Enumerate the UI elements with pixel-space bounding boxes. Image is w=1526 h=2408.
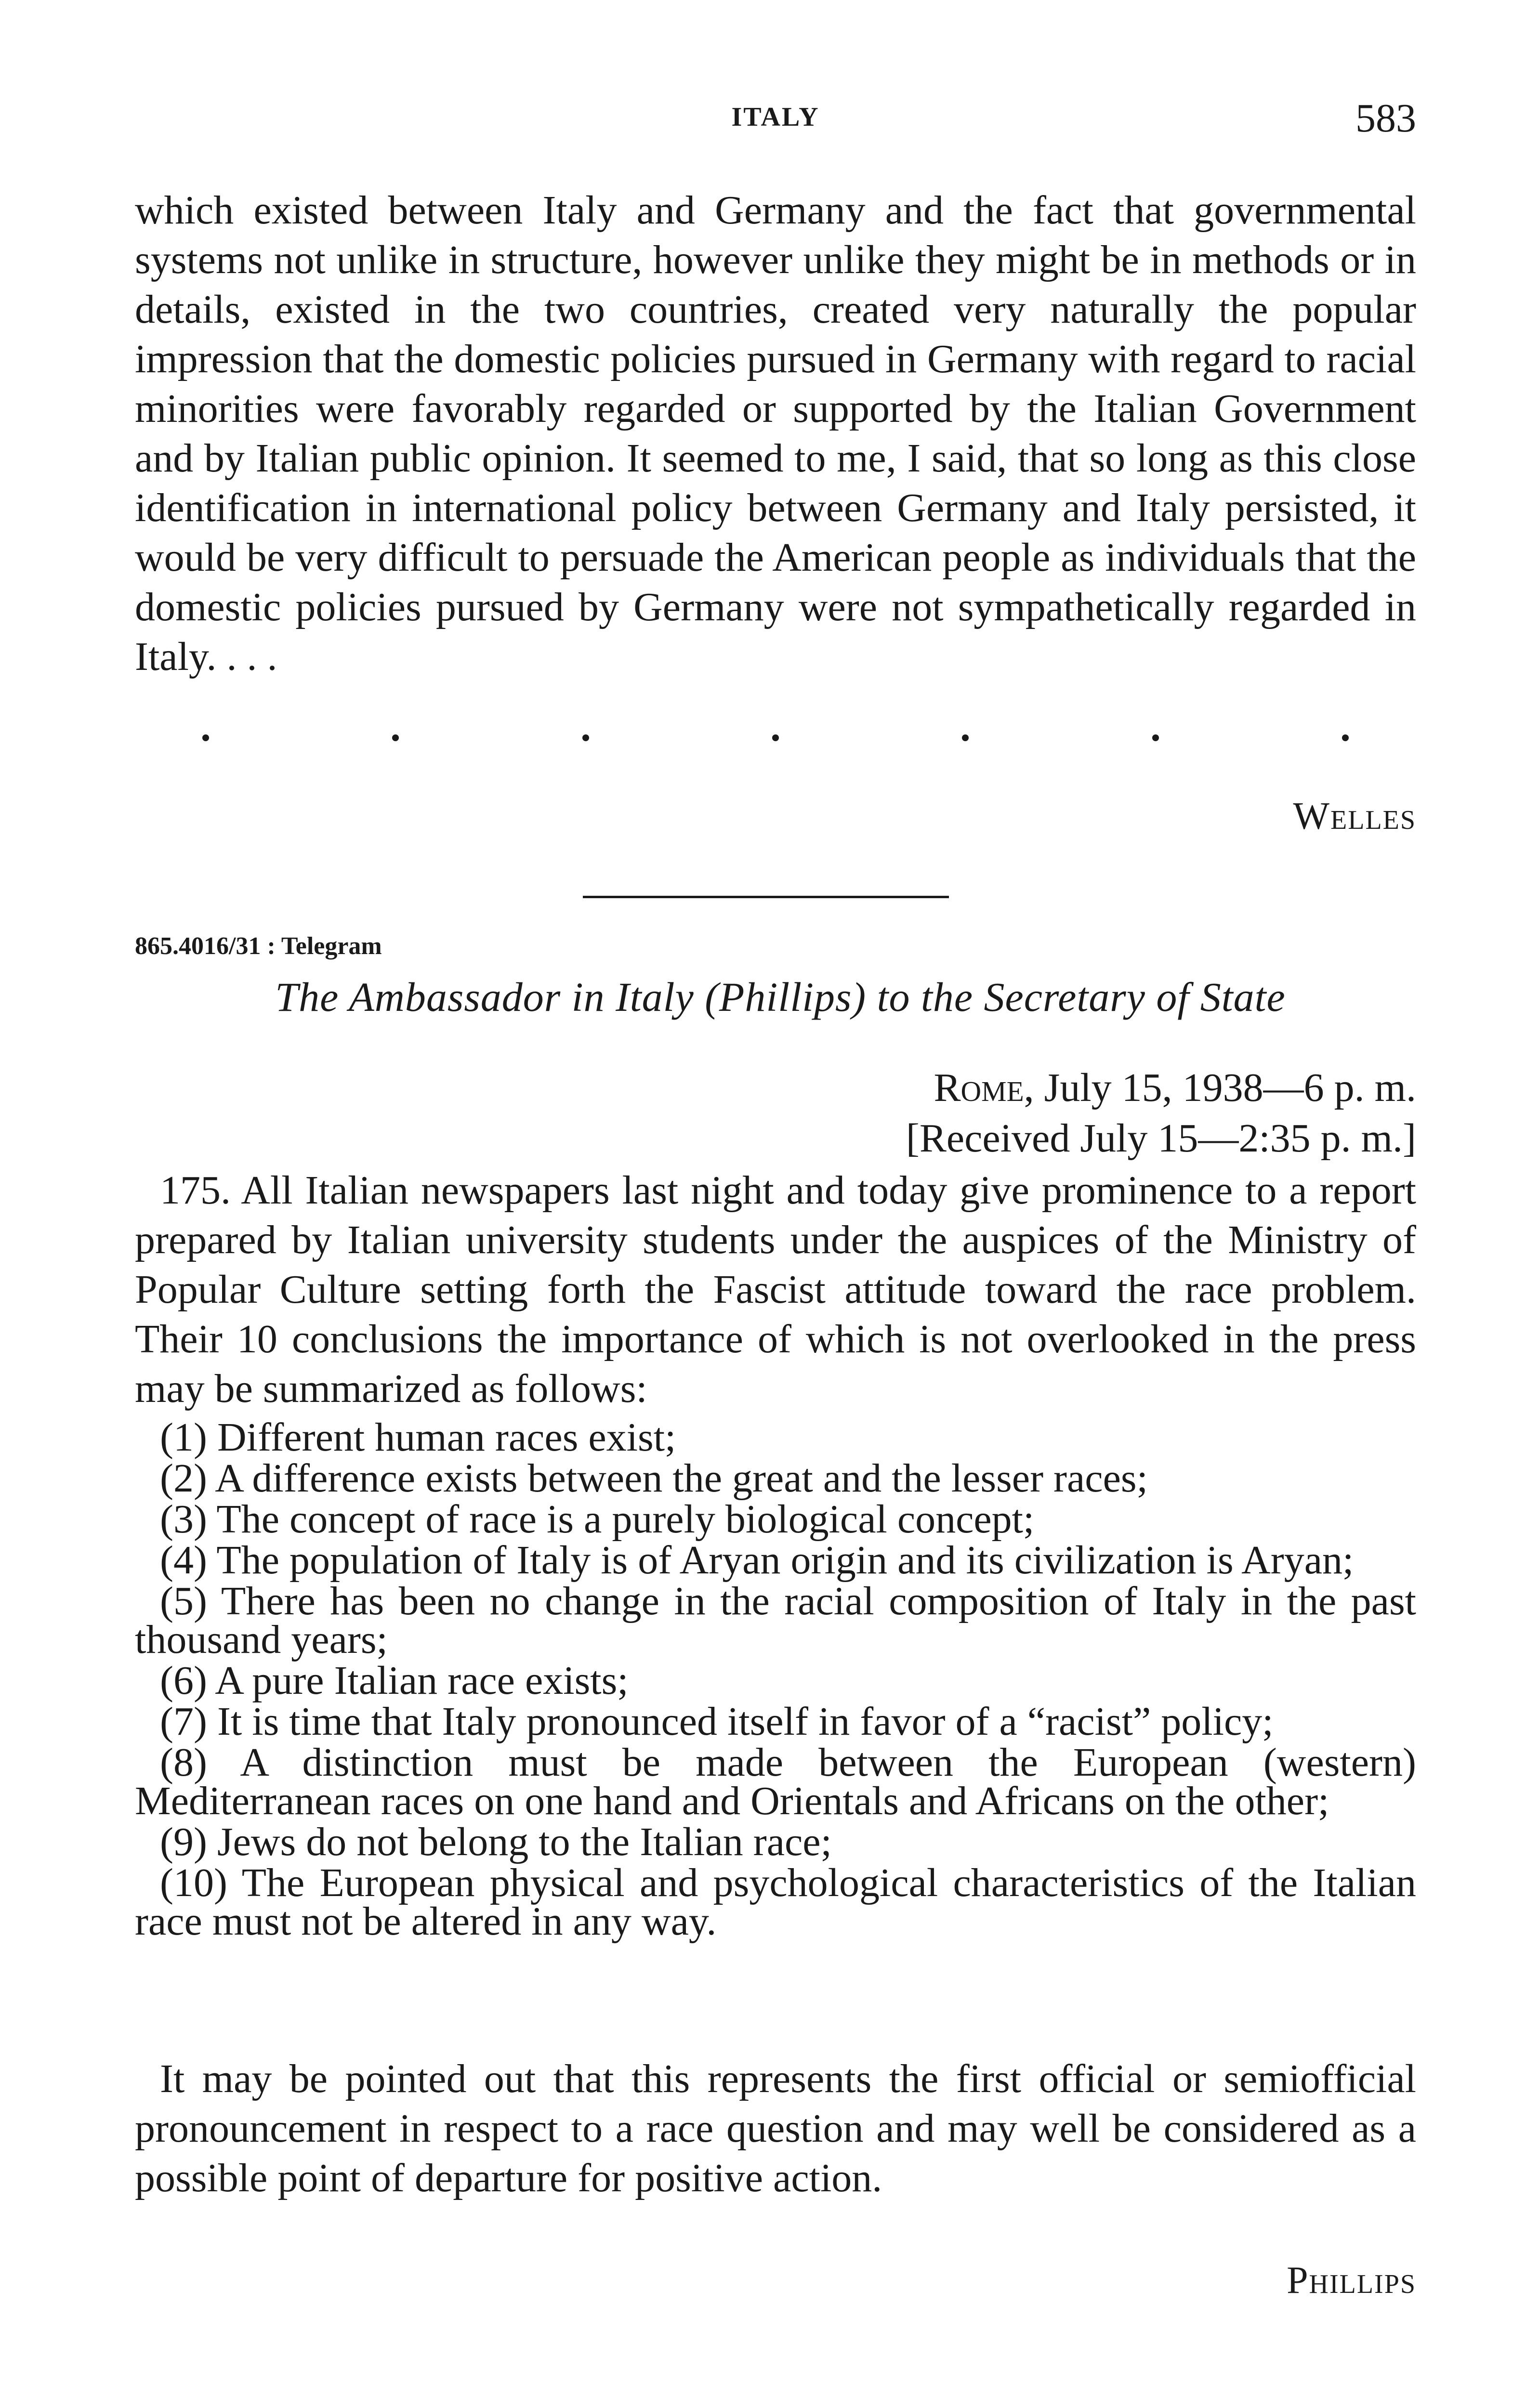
conclusion-item: (5) There has been no change in the racial composition of Italy in the past thousand years; bbox=[135, 1579, 1416, 1662]
conclusion-item: (4) The population of Italy is of Aryan origin and its civilization is Aryan; bbox=[160, 1538, 1354, 1583]
signature-welles: Welles bbox=[1293, 795, 1416, 838]
conclusion-item: (3) The concept of race is a purely biological concept; bbox=[160, 1497, 1035, 1542]
omission-dot bbox=[1152, 734, 1159, 741]
omission-dot bbox=[1342, 734, 1349, 741]
dateline-sent bbox=[934, 1064, 1416, 1111]
conclusion-item: (10) The European physical and psychological characteristics of the Italian race must not be altered in any way. bbox=[135, 1860, 1416, 1944]
document-heading: The Ambassador in Italy (Phillips) to the Secretary of State bbox=[275, 974, 1286, 1020]
omission-dot bbox=[582, 734, 589, 741]
omission-dot bbox=[772, 734, 779, 741]
running-header bbox=[135, 96, 1416, 142]
conclusion-item: (6) A pure Italian race exists; bbox=[160, 1658, 629, 1703]
conclusions-list bbox=[135, 1415, 1416, 1944]
file-reference: 865.4016/31 : Telegram bbox=[135, 932, 382, 960]
dateline-received: [Received July 15—2:35 p. m.] bbox=[906, 1116, 1416, 1161]
dateline-place: Rome bbox=[934, 1065, 1024, 1110]
conclusion-item: (7) It is time that Italy pronounced itself in favor of a “racist” policy; bbox=[160, 1699, 1274, 1744]
omission-dot bbox=[962, 734, 969, 741]
omission-dot bbox=[392, 734, 399, 741]
conclusion-item: (8) A distinction must be made between the European (western) Mediterranean races on one hand and Orientals and Africans on the other; bbox=[135, 1740, 1416, 1823]
omission-dot bbox=[202, 734, 209, 741]
running-title: ITALY bbox=[731, 102, 820, 132]
continued-paragraph: which existed between Italy and Germany and the fact that governmental systems not unlike in structure, however unlike they might be in methods or in details, existed in the two countries, created very naturally the popular impression that the domestic policies pursued in Germany with regard to racial minorities were favorably regarded or supported by the Italian Government and by Italian public opinion. It seemed to me, I said, that so long as this close identification in international policy between Germany and Italy persisted, it would be very difficult to persuade the American people as individuals that the domestic policies pursued by Germany were not sympathetically regarded in Italy. . . . bbox=[135, 188, 1416, 679]
closing-paragraph: It may be pointed out that this represents the first official or semiofficial pronouncement in respect to a race question and may well be considered as a possible point of departure for positive action. bbox=[135, 2056, 1416, 2200]
omission-dots bbox=[202, 734, 1349, 741]
conclusion-item: (9) Jews do not belong to the Italian race; bbox=[160, 1819, 832, 1864]
conclusion-item: (2) A difference exists between the great and the lesser races; bbox=[160, 1456, 1148, 1501]
section-divider bbox=[583, 896, 949, 898]
dateline-date: , July 15, 1938—6 p. m. bbox=[1024, 1065, 1416, 1110]
signature-phillips: Phillips bbox=[1287, 2259, 1416, 2302]
page-number: 583 bbox=[1355, 96, 1416, 141]
conclusion-item: (1) Different human races exist; bbox=[160, 1415, 676, 1460]
intro-paragraph: 175. All Italian newspapers last night and today give prominence to a report prepared by Italian university students under the auspices of the Ministry of Popular Culture setting forth the Fascist attitude toward the race problem. Their 10 conclusions the importance of which is not overlooked in the press may be summarized as follows: bbox=[135, 1168, 1416, 1411]
